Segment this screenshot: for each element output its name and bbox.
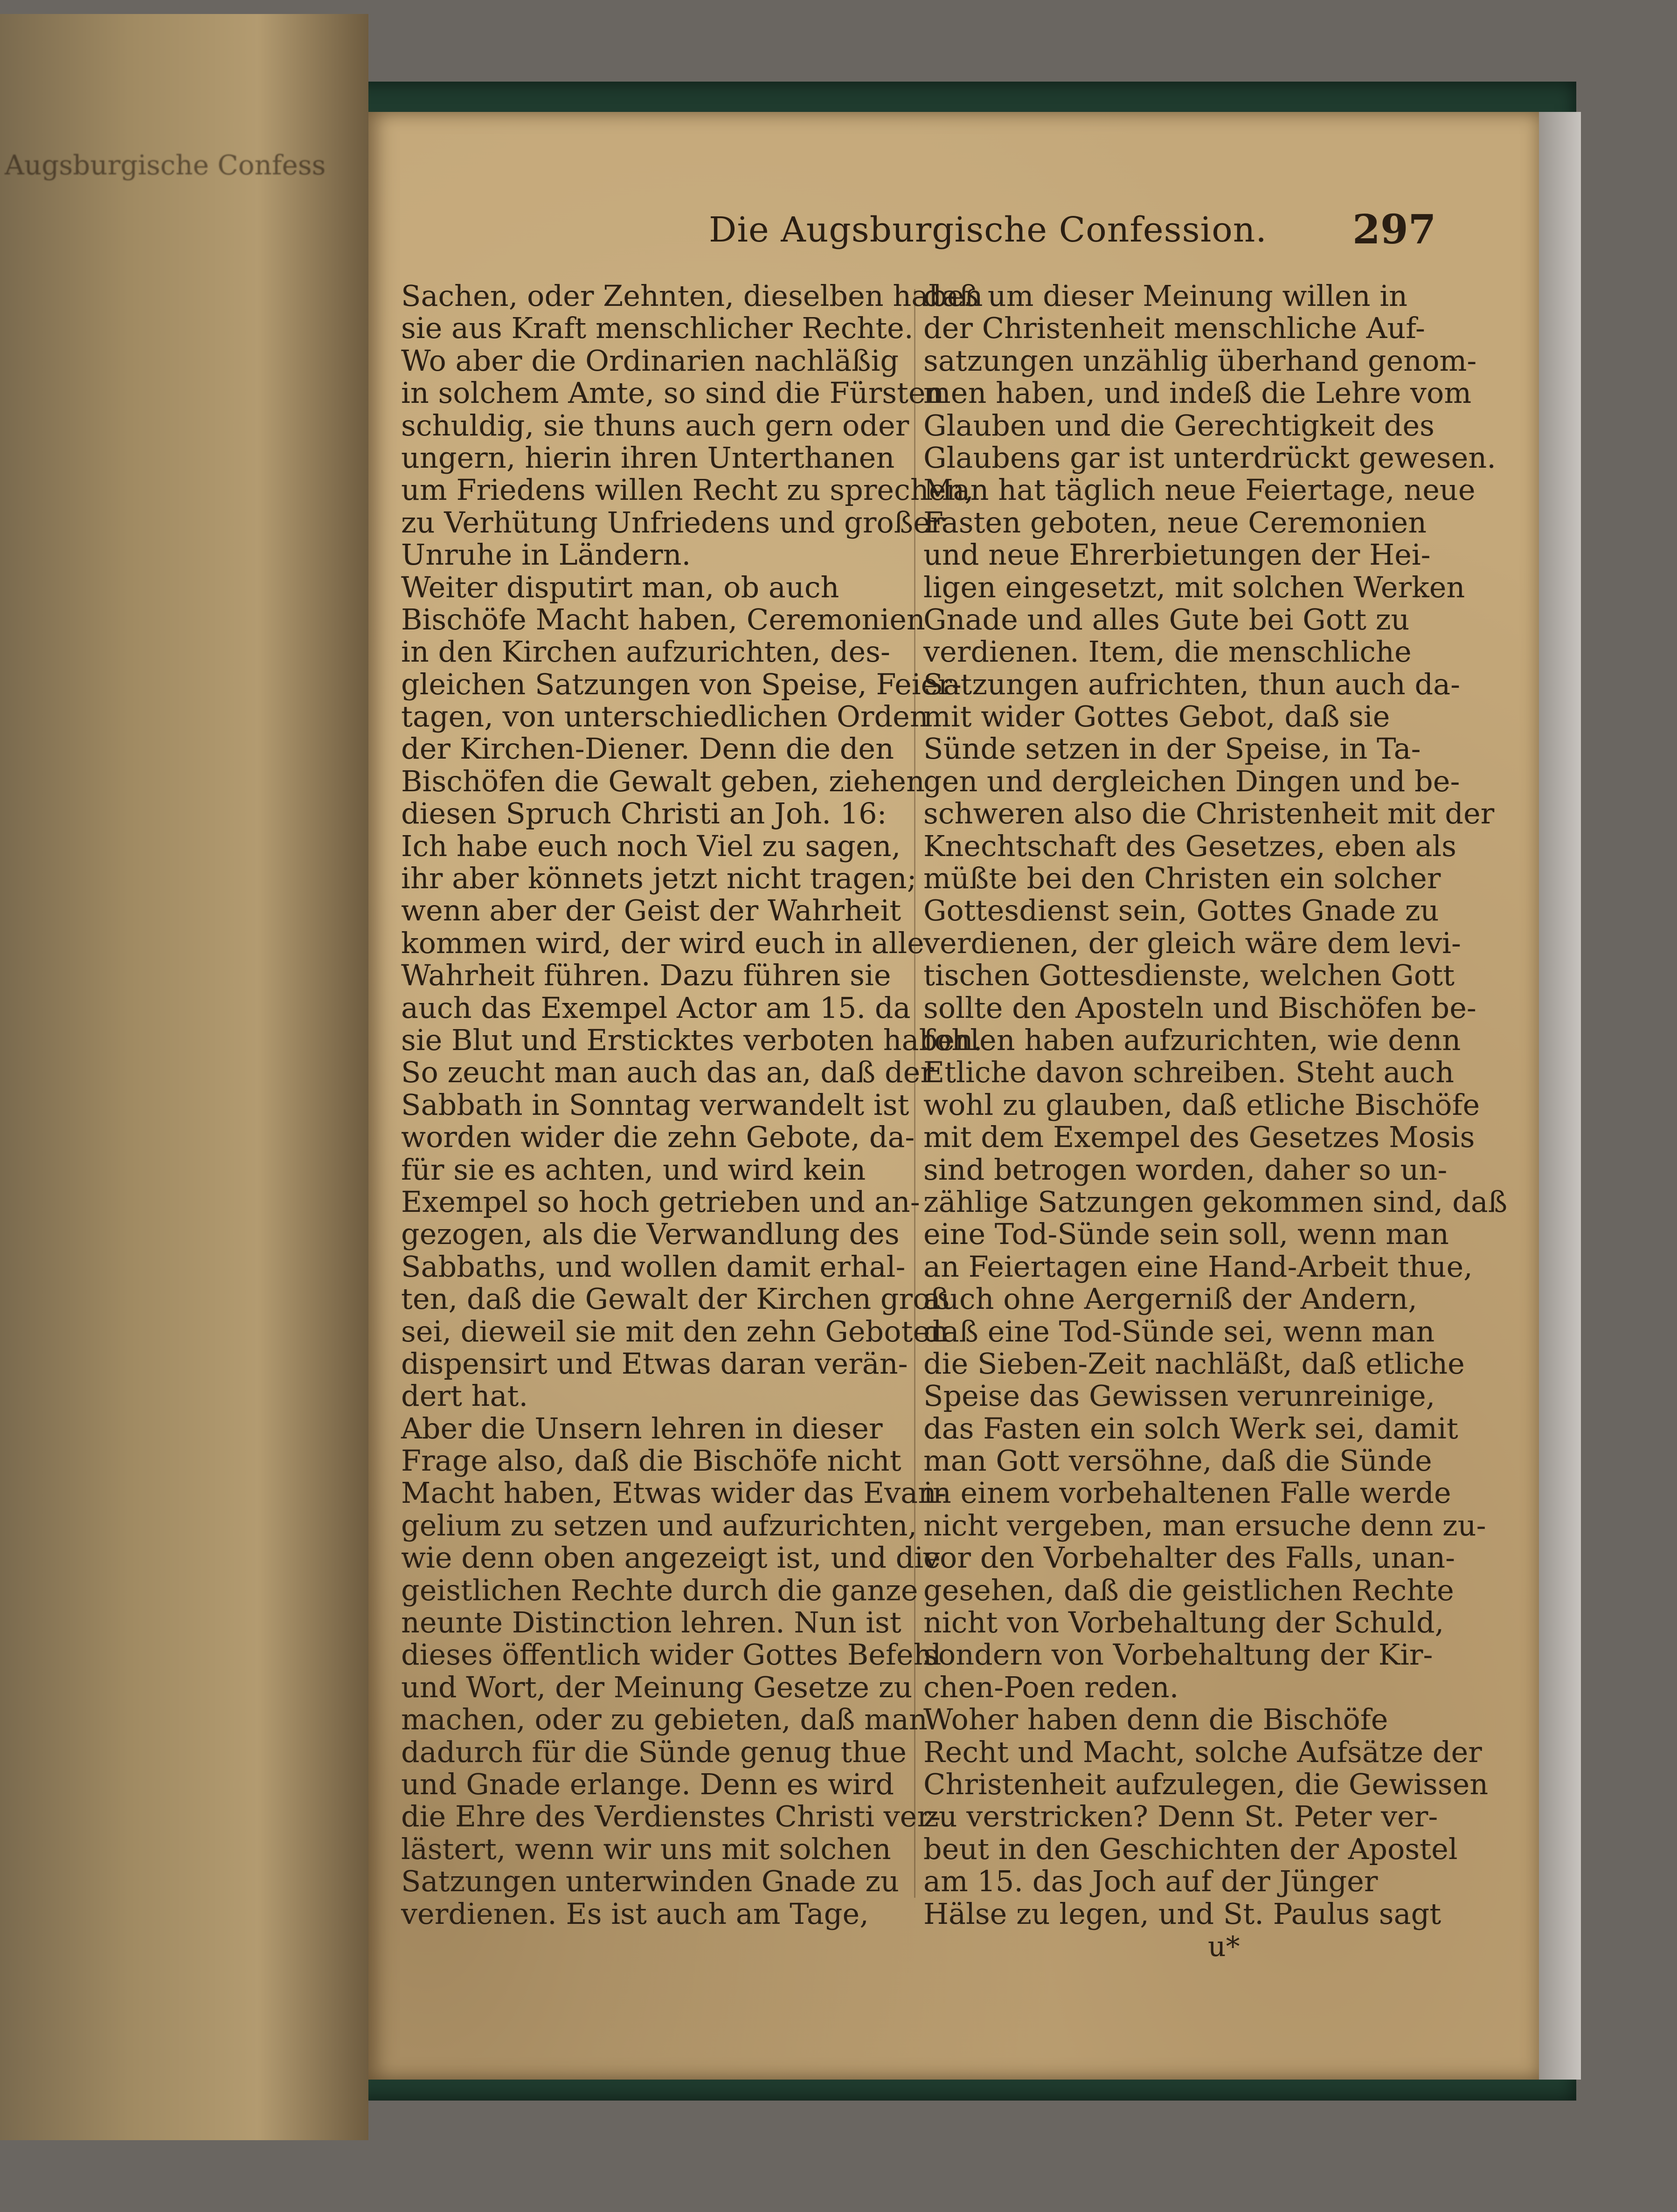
text-line: Ich habe euch noch Viel zu sagen, [401,829,901,863]
text-line: man Gott versöhne, daß die Sünde [923,1444,1432,1478]
text-line: Bischöfen die Gewalt geben, ziehen [401,764,925,798]
text-line: Sabbaths, und wollen damit erhal- [401,1249,906,1284]
text-line: für sie es achten, und wird kein [401,1152,866,1187]
text-line: Fasten geboten, neue Ceremonien [923,505,1427,539]
text-line: So zeucht man auch das an, daß der [401,1055,935,1090]
text-line: Man hat täglich neue Feiertage, neue [923,473,1476,507]
text-line: müßte bei den Christen ein solcher [923,861,1441,896]
text-line: verdienen. Es ist auch am Tage, [401,1896,869,1931]
text-line: satzungen unzählig überhand genom- [923,343,1477,378]
text-line: Unruhe in Ländern. [401,538,691,572]
text-line: zählige Satzungen gekommen sind, daß [923,1184,1508,1219]
text-line: fohlen haben aufzurichten, wie denn [923,1023,1461,1057]
text-line: mit wider Gottes Gebot, daß sie [923,699,1390,734]
text-line: zu Verhütung Unfriedens und großer [401,505,944,539]
text-line: gesehen, daß die geistlichen Rechte [923,1573,1454,1607]
text-line: wie denn oben angezeigt ist, und die [401,1541,941,1575]
text-line: nicht von Vorbehaltung der Schuld, [923,1605,1444,1640]
text-line: der Kirchen-Diener. Denn die den [401,732,894,766]
text-line: gelium zu setzen und aufzurichten, [401,1508,917,1542]
text-line: Sabbath in Sonntag verwandelt ist [401,1087,909,1122]
text-line: und Gnade erlange. Denn es wird [401,1767,894,1801]
text-line: daß um dieser Meinung willen in [923,279,1408,313]
scan-background-edge [1539,112,1581,2080]
signature-mark: u* [1208,1930,1240,1963]
text-line: sollte den Aposteln und Bischöfen be- [923,990,1476,1025]
text-line: dadurch für die Sünde genug thue [401,1735,907,1769]
text-line: auch ohne Aergerniß der Andern, [923,1282,1417,1316]
text-line: ihr aber könnets jetzt nicht tragen; [401,861,917,896]
text-line: sie Blut und Ersticktes verboten haben. [401,1023,983,1057]
text-line: Speise das Gewissen verunreinige, [923,1379,1435,1413]
text-line: men haben, und indeß die Lehre vom [923,376,1472,410]
text-line: in den Kirchen aufzurichten, des- [401,635,890,669]
text-line: vor den Vorbehalter des Falls, unan- [923,1541,1455,1575]
text-line: ten, daß die Gewalt der Kirchen groß [401,1282,949,1316]
text-line: neunte Distinction lehren. Nun ist [401,1605,901,1640]
text-line: tischen Gottesdienste, welchen Gott [923,958,1455,993]
text-line: Satzungen unterwinden Gnade zu [401,1864,899,1899]
text-line: das Fasten ein solch Werk sei, damit [923,1411,1458,1445]
text-line: worden wider die zehn Gebote, da- [401,1120,915,1154]
page-number: 297 [1352,206,1436,253]
text-line: dispensirt und Etwas daran verän- [401,1346,908,1381]
text-line: gen und dergleichen Dingen und be- [923,764,1460,798]
text-line: dieses öffentlich wider Gottes Befehl [401,1638,942,1672]
text-line: Gnade und alles Gute bei Gott zu [923,602,1410,636]
text-line: mit dem Exempel des Gesetzes Mosis [923,1120,1475,1154]
running-head: Die Augsburgische Confession. [709,210,1267,250]
text-line: dert hat. [401,1379,528,1413]
text-line: gleichen Satzungen von Speise, Feier- [401,667,962,701]
text-line: Hälse zu legen, und St. Paulus sagt [923,1896,1441,1931]
text-column-left [401,279,983,1931]
text-line: Glauben und die Gerechtigkeit des [923,408,1434,442]
text-line: Gottesdienst sein, Gottes Gnade zu [923,893,1439,928]
text-line: Bischöfe Macht haben, Ceremonien [401,602,925,636]
text-line: gezogen, als die Verwandlung des [401,1217,900,1251]
text-line: daß eine Tod-Sünde sei, wenn man [923,1314,1435,1348]
text-line: wohl zu glauben, daß etliche Bischöfe [923,1087,1480,1122]
text-line: sie aus Kraft menschlicher Rechte. [401,311,914,346]
column-divider [914,289,915,1898]
text-line: beut in den Geschichten der Apostel [923,1832,1458,1866]
text-line: Wahrheit führen. Dazu führen sie [401,958,891,993]
text-line: Macht haben, Etwas wider das Evan- [401,1476,947,1510]
text-line: chen-Poen reden. [923,1670,1179,1704]
left-running-head: Augsburgische Confess [5,149,326,181]
text-line: tagen, von unterschiedlichen Orden [401,699,929,734]
text-line: wenn aber der Geist der Wahrheit [401,893,901,928]
text-line: ungern, hierin ihren Unterthanen [401,440,895,475]
text-line: verdienen, der gleich wäre dem levi- [923,926,1461,960]
text-line: um Friedens willen Recht zu sprechen, [401,473,974,507]
text-line: Exempel so hoch getrieben und an- [401,1184,920,1219]
text-line: sei, dieweil sie mit den zehn Geboten [401,1314,949,1348]
text-line: die Ehre des Verdienstes Christi ver- [401,1799,941,1834]
text-line: Glaubens gar ist unterdrückt gewesen. [923,440,1496,475]
text-line: Aber die Unsern lehren in dieser [401,1411,883,1445]
text-line: sondern von Vorbehaltung der Kir- [923,1638,1433,1672]
text-line: diesen Spruch Christi an Joh. 16: [401,796,887,831]
text-line: Sachen, oder Zehnten, dieselben haben [401,279,983,313]
text-line: in solchem Amte, so sind die Fürsten [401,376,944,410]
text-line: kommen wird, der wird euch in alle [401,926,924,960]
text-line: der Christenheit menschliche Auf- [923,311,1425,346]
page-header [368,206,1539,261]
text-line: die Sieben-Zeit nachläßt, daß etliche [923,1346,1465,1381]
text-line: schweren also die Christenheit mit der [923,796,1495,831]
text-line: an Feiertagen eine Hand-Arbeit thue, [923,1249,1473,1284]
page-297 [368,112,1539,2080]
text-line: Recht und Macht, solche Aufsätze der [923,1735,1482,1769]
text-line: Weiter disputirt man, ob auch [401,570,839,604]
text-line: und neue Ehrerbietungen der Hei- [923,538,1431,572]
text-line: Wo aber die Ordinarien nachläßig [401,343,899,378]
text-line: lästert, wenn wir uns mit solchen [401,1832,891,1866]
text-line: geistlichen Rechte durch die ganze [401,1573,918,1607]
text-line: am 15. das Joch auf der Jünger [923,1864,1378,1899]
text-line: Sünde setzen in der Speise, in Ta- [923,732,1421,766]
text-line: in einem vorbehaltenen Falle werde [923,1476,1451,1510]
text-line: Knechtschaft des Gesetzes, eben als [923,829,1456,863]
text-line: Christenheit aufzulegen, die Gewissen [923,1767,1489,1801]
text-line: verdienen. Item, die menschliche [923,635,1412,669]
text-line: ligen eingesetzt, mit solchen Werken [923,570,1465,604]
text-line: schuldig, sie thuns auch gern oder [401,408,909,442]
text-line: eine Tod-Sünde sein soll, wenn man [923,1217,1449,1251]
text-line: Frage also, daß die Bischöfe nicht [401,1444,901,1478]
text-line: Etliche davon schreiben. Steht auch [923,1055,1455,1090]
text-line: machen, oder zu gebieten, daß man [401,1702,928,1737]
text-column-right [923,279,1508,1931]
text-line: Woher haben denn die Bischöfe [923,1702,1388,1737]
text-line: nicht vergeben, man ersuche denn zu- [923,1508,1486,1542]
text-line: und Wort, der Meinung Gesetze zu [401,1670,913,1704]
text-line: auch das Exempel Actor am 15. da [401,990,911,1025]
left-page-fragment [0,14,368,2140]
text-line: Satzungen aufrichten, thun auch da- [923,667,1461,701]
text-line: sind betrogen worden, daher so un- [923,1152,1448,1187]
text-line: zu verstricken? Denn St. Peter ver- [923,1799,1438,1834]
